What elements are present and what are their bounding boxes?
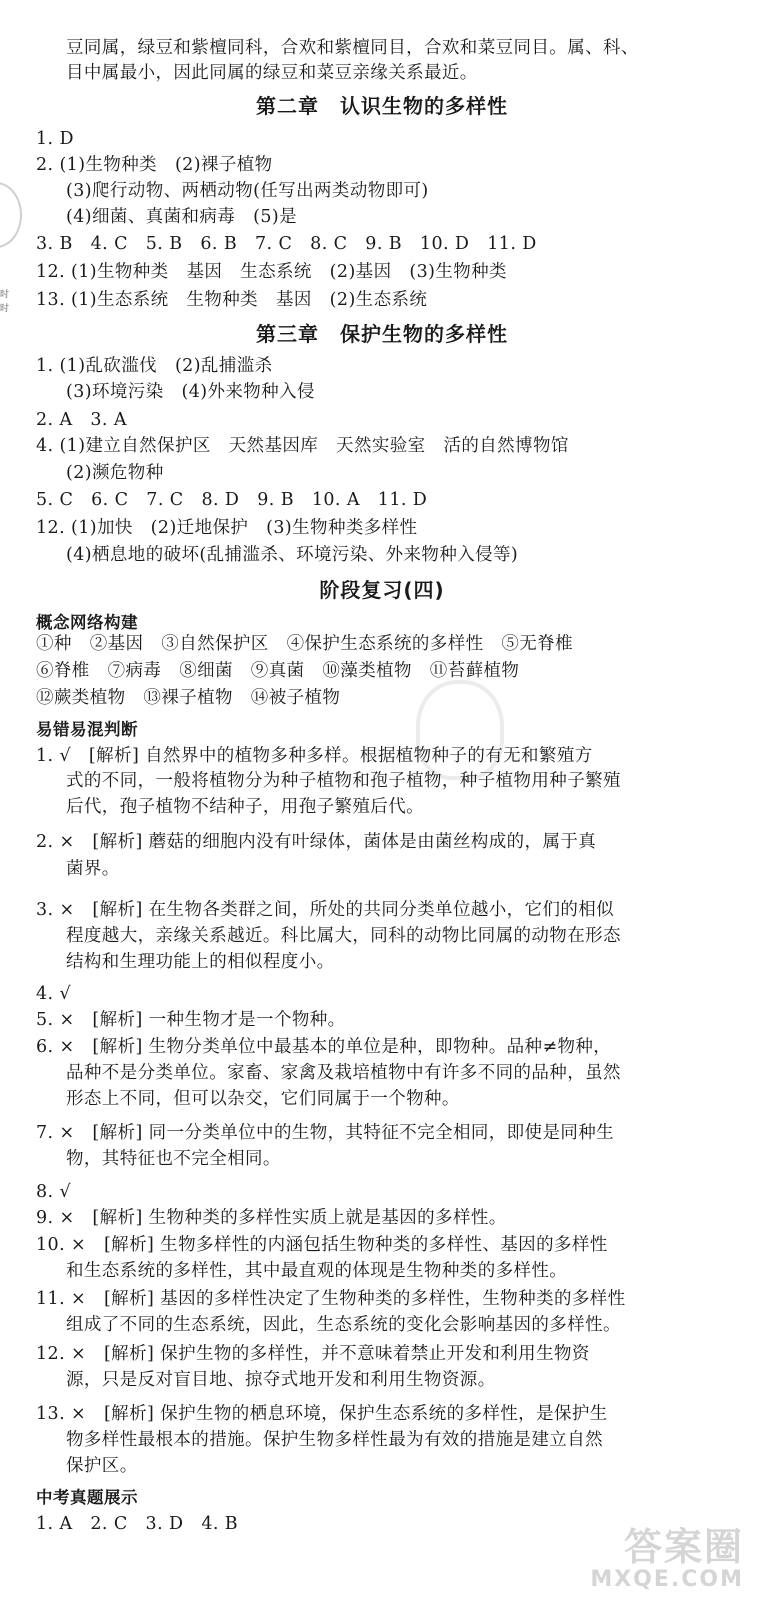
chapter3-title: 第三章 保护生物的多样性 xyxy=(256,322,508,346)
concept-line: ⑫蕨类植物 ⑬裸子植物 ⑭被子植物 xyxy=(36,688,341,708)
answer-line: 3. B 4. C 5. B 6. B 7. C 8. C 9. B 10. D 11. D xyxy=(36,234,537,254)
answer-line: (4)细菌、真菌和病毒 (5)是 xyxy=(66,207,297,227)
judge-line: 7. × [解析] 同一分类单位中的生物，其特征不完全相同，即使是同种生 xyxy=(36,1123,615,1143)
answer-line: 4. (1)建立自然保护区 天然基因库 天然实验室 活的自然博物馆 xyxy=(36,436,569,456)
judge-line: 菌界。 xyxy=(66,859,120,879)
judge-line: 8. √ xyxy=(36,1182,72,1202)
exam-section-title: 中考真题展示 xyxy=(36,1488,138,1507)
judge-line: 11. × [解析] 基因的多样性决定了生物种类的多样性，生物种类的多样性 xyxy=(36,1289,626,1309)
judge-line: 程度越大，亲缘关系越近。科比属大，同科的动物比同属的动物在形态 xyxy=(66,926,621,946)
answer-line: 12. (1)生物种类 基因 生态系统 (2)基因 (3)生物种类 xyxy=(36,262,507,282)
judge-section-title: 易错易混判断 xyxy=(36,720,138,739)
judge-line: 式的不同，一般将植物分为种子植物和孢子植物，种子植物用种子繁殖 xyxy=(66,771,621,791)
answer-line: 1. D xyxy=(36,129,74,149)
judge-line: 组成了不同的生态系统，因此，生态系统的变化会影响基因的多样性。 xyxy=(66,1315,621,1335)
chapter2-title: 第二章 认识生物的多样性 xyxy=(256,94,508,118)
answer-line: 12. (1)加快 (2)迁地保护 (3)生物种类多样性 xyxy=(36,518,418,538)
concept-section-title: 概念网络构建 xyxy=(36,613,138,632)
concept-line: ⑥脊椎 ⑦病毒 ⑧细菌 ⑨真菌 ⑩藻类植物 ⑪苔藓植物 xyxy=(36,661,520,681)
judge-line: 6. × [解析] 生物分类单位中最基本的单位是种，即物种。品种≠物种， xyxy=(36,1037,612,1057)
answer-line: (2)濒危物种 xyxy=(66,463,164,483)
judge-line: 品种不是分类单位。家畜、家禽及栽培植物中有许多不同的品种，虽然 xyxy=(66,1063,621,1083)
judge-line: 和生态系统的多样性，其中最直观的体现是生物种类的多样性。 xyxy=(66,1261,568,1281)
intro-line: 豆同属，绿豆和紫檀同科，合欢和紫檀同目，合欢和菜豆同目。属、科、 xyxy=(66,38,639,58)
judge-line: 形态上不同，但可以杂交，它们同属于一个物种。 xyxy=(66,1089,460,1109)
review-title: 阶段复习(四) xyxy=(319,578,445,602)
judge-line: 13. × [解析] 保护生物的栖息环境，保护生态系统的多样性，是保护生 xyxy=(36,1404,608,1424)
answer-line: 5. C 6. C 7. C 8. D 9. B 10. A 11. D xyxy=(36,490,428,510)
judge-line: 物多样性最根本的措施。保护生物多样性最为有效的措施是建立自然 xyxy=(66,1430,603,1450)
answer-line: 2. (1)生物种类 (2)裸子植物 xyxy=(36,155,273,175)
watermark-corner xyxy=(590,1527,744,1592)
judge-line: 1. √ [解析] 自然界中的植物多种多样。根据植物种子的有无和繁殖方 xyxy=(36,746,593,766)
judge-line: 9. × [解析] 生物种类的多样性实质上就是基因的多样性。 xyxy=(36,1208,507,1228)
answer-line: 13. (1)生态系统 生物种类 基因 (2)生态系统 xyxy=(36,290,428,310)
judge-line: 2. × [解析] 蘑菇的细胞内没有叶绿体，菌体是由菌丝构成的，属于真 xyxy=(36,832,597,852)
intro-line: 目中属最小，因此同属的绿豆和菜豆亲缘关系最近。 xyxy=(66,63,478,83)
answer-line: (3)环境污染 (4)外来物种入侵 xyxy=(66,382,315,402)
judge-line: 4. √ xyxy=(36,984,72,1004)
concept-line: ①种 ②基因 ③自然保护区 ④保护生态系统的多样性 ⑤无脊椎 xyxy=(36,634,573,654)
judge-line: 3. × [解析] 在生物各类群之间，所处的共同分类单位越小，它们的相似 xyxy=(36,900,615,920)
answer-line: 2. A 3. A xyxy=(36,410,127,430)
judge-line: 5. × [解析] 一种生物才是一个物种。 xyxy=(36,1010,346,1030)
margin-note-2: 时 xyxy=(0,304,10,314)
answer-line: 1. (1)乱砍滥伐 (2)乱捕滥杀 xyxy=(36,356,273,376)
answer-line: (4)栖息地的破坏(乱捕滥杀、环境污染、外来物种入侵等) xyxy=(66,545,519,565)
watermark-bottom-text: MXQE.COM xyxy=(590,1567,744,1592)
watermark-top-text: 答案圈 xyxy=(623,1525,744,1569)
judge-line: 12. × [解析] 保护生物的多样性，并不意味着禁止开发和利用生物资 xyxy=(36,1344,590,1364)
exam-line: 1. A 2. C 3. D 4. B xyxy=(36,1514,239,1534)
judge-line: 结构和生理功能上的相似程度小。 xyxy=(66,952,335,972)
judge-line: 源，只是反对盲目地、掠夺式地开发和利用生物资源。 xyxy=(66,1370,496,1390)
judge-line: 保护区。 xyxy=(66,1456,138,1476)
judge-line: 后代，孢子植物不结种子，用孢子繁殖后代。 xyxy=(66,797,424,817)
judge-line: 10. × [解析] 生物多样性的内涵包括生物种类的多样性、基因的多样性 xyxy=(36,1235,608,1255)
answer-line: (3)爬行动物、两栖动物(任写出两类动物即可) xyxy=(66,181,429,201)
margin-note-1: 时 xyxy=(0,290,10,300)
judge-line: 物，其特征也不完全相同。 xyxy=(66,1149,281,1169)
binding-circle-mark xyxy=(0,182,22,248)
